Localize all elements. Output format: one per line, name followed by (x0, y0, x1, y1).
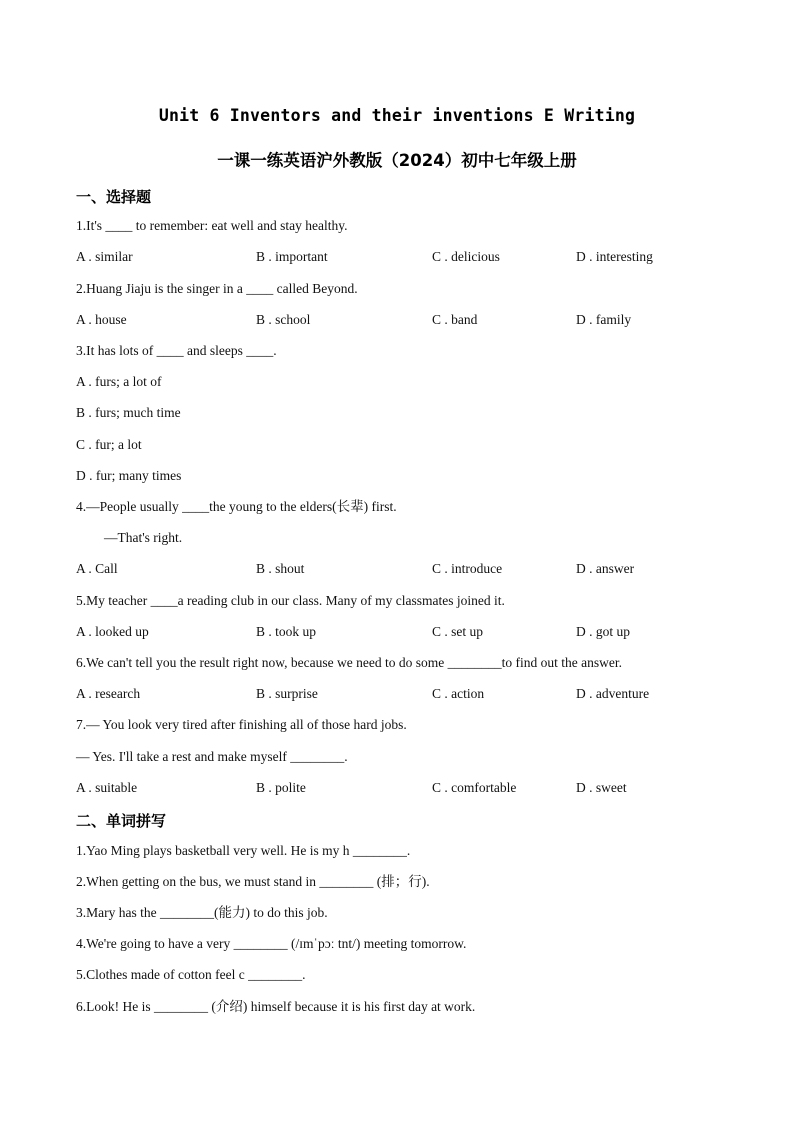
question-7-option-c: C . comfortable (432, 780, 517, 795)
question-3-option-b: B . furs; much time (76, 405, 181, 420)
question-5-stem: 5.My teacher ____a reading club in our class. Many of my classmates joined it. (76, 593, 505, 608)
document-title-english: Unit 6 Inventors and their inventions E Writing (158, 106, 636, 125)
question-4-reply: —That's right. (104, 530, 183, 545)
spelling-item-1: 1.Yao Ming plays basketball very well. He is my h ________. (76, 843, 411, 858)
spelling-item-4: 4.We're going to have a very ________ (/ɪmˈpɔː tnt/) meeting tomorrow. (76, 936, 467, 951)
question-2-stem: 2.Huang Jiaju is the singer in a ____ called Beyond. (76, 281, 358, 296)
document-title-chinese: 一课一练英语沪外教版（2024）初中七年级上册 (217, 151, 577, 170)
question-4-option-b: B . shout (256, 561, 305, 576)
question-1-stem: 1.It's ____ to remember: eat well and stay healthy. (76, 218, 348, 233)
question-3-option-d: D . fur; many times (76, 468, 182, 483)
spelling-item-3: 3.Mary has the ________(能力) to do this job. (76, 905, 328, 920)
question-2-option-c: C . band (432, 312, 478, 327)
question-2-option-b: B . school (256, 312, 311, 327)
question-6-option-b: B . surprise (256, 686, 318, 701)
question-7-reply: — Yes. I'll take a rest and make myself ________. (76, 749, 348, 764)
question-3-option-c: C . fur; a lot (76, 437, 142, 452)
question-6-option-d: D . adventure (576, 686, 650, 701)
question-6-option-c: C . action (432, 686, 485, 701)
question-1-option-d: D . interesting (576, 249, 653, 264)
question-4-option-d: D . answer (576, 561, 635, 576)
question-7-option-b: B . polite (256, 780, 306, 795)
question-4-stem: 4.—People usually ____the young to the elders(长辈) first. (76, 499, 397, 514)
section-heading-multiple-choice: 一、选择题 (76, 188, 152, 206)
question-6-option-a: A . research (76, 686, 141, 701)
question-1-option-c: C . delicious (432, 249, 500, 264)
question-4-option-a: A . Call (76, 561, 118, 576)
question-3-stem: 3.It has lots of ____ and sleeps ____. (76, 343, 277, 358)
question-2-option-d: D . family (576, 312, 632, 327)
question-5-option-c: C . set up (432, 624, 484, 639)
question-7-option-d: D . sweet (576, 780, 627, 795)
question-4-option-c: C . introduce (432, 561, 503, 576)
section-heading-word-spelling: 二、单词拼写 (76, 812, 167, 830)
question-7-stem: 7.— You look very tired after finishing all of those hard jobs. (76, 717, 407, 732)
question-1-option-b: B . important (256, 249, 328, 264)
question-5-option-d: D . got up (576, 624, 630, 639)
question-1-option-a: A . similar (76, 249, 133, 264)
question-5-option-a: A . looked up (76, 624, 149, 639)
spelling-item-6: 6.Look! He is ________ (介绍) himself because it is his first day at work. (76, 999, 476, 1014)
spelling-item-5: 5.Clothes made of cotton feel c ________. (76, 967, 306, 982)
question-2-option-a: A . house (76, 312, 127, 327)
question-5-option-b: B . took up (256, 624, 317, 639)
question-6-stem: 6.We can't tell you the result right now, because we need to do some ________to find out the answer. (76, 655, 622, 670)
question-3-option-a: A . furs; a lot of (76, 374, 162, 389)
spelling-item-2: 2.When getting on the bus, we must stand in ________ (排；行). (76, 874, 430, 889)
question-7-option-a: A . suitable (76, 780, 138, 795)
